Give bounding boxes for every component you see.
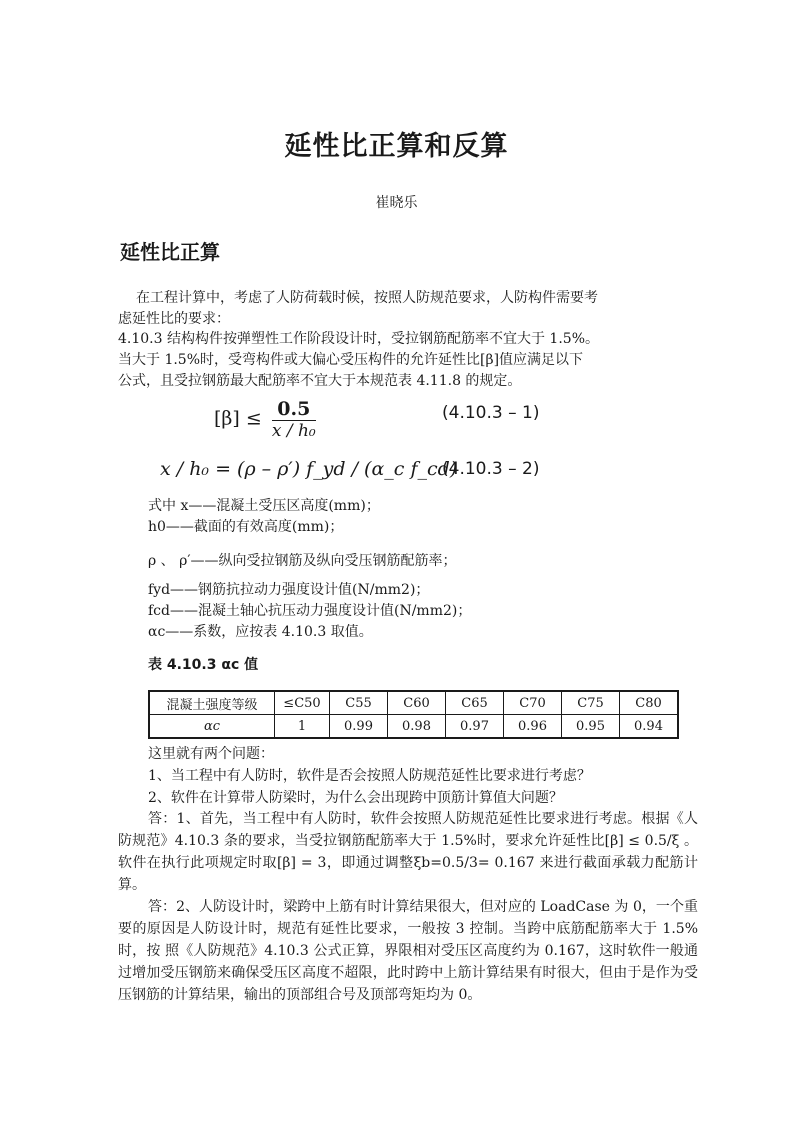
table-header-row: [149, 691, 678, 715]
definition-h0: h0——截面的有效高度(mm)；: [148, 519, 344, 535]
answer-2: 答：2、人防设计时，梁跨中上筋有时计算结果很大，但对应的 LoadCase 为 0，一个重要的原因是人防设计时，规范有延性比要求，一般按 3 控制。当跨中底筋配筋率大于 1.5%时，按 照《人防规范》4.10.3 公式正算，界限相对受压区高度约为 0.167，这时软件一般通过增加受压钢筋来确保受压区高度不超限，此时跨中上筋计算结果有时很大，但由于是作为受压钢筋的计算结果，输出的顶部组合号及顶部弯矩均为 0。: [118, 899, 698, 1003]
table-grade-cell: C60: [388, 691, 446, 715]
question-1: 1、当工程中有人防时，软件是否会按照人防规范延性比要求进行考虑？: [148, 768, 591, 784]
table-grade-cell: ≤C50: [275, 691, 330, 715]
table-value-row: [149, 715, 678, 739]
formula-2-number: (4.10.3 – 2): [442, 459, 540, 479]
definition-rho: ρ 、 ρ′——纵向受拉钢筋及纵向受压钢筋配筋率；: [148, 553, 457, 569]
formula-1-denominator: x / h₀: [271, 421, 316, 441]
page-title: 延性比正算和反算: [284, 131, 509, 162]
formula-1-numerator: 0.5: [272, 398, 316, 421]
formula-1-number: (4.10.3 – 1): [442, 403, 540, 423]
questions-intro: 这里就有两个问题：: [148, 746, 274, 762]
intro-line-5: 公式，且受拉钢筋最大配筋率不宜大于本规范表 4.11.8 的规定。: [118, 373, 522, 389]
table-value-cell: 0.96: [504, 715, 562, 739]
table-grade-cell: C70: [504, 691, 562, 715]
definition-fcd: fcd——混凝土轴心抗压动力强度设计值(N/mm2)；: [148, 603, 472, 619]
table-value-cell: 0.94: [620, 715, 679, 739]
table-grade-cell: C65: [446, 691, 504, 715]
intro-line-4: 当大于 1.5%时，受弯构件或大偏心受压构件的允许延性比[β]值应满足以下: [118, 352, 584, 368]
author-name: 崔晓乐: [375, 195, 418, 211]
table-value-cell: 0.98: [388, 715, 446, 739]
table-value-cell: 1: [275, 715, 330, 739]
question-2: 2、软件在计算带人防梁时，为什么会出现跨中顶筋计算值大问题？: [148, 790, 563, 806]
table-grade-cell: C55: [330, 691, 388, 715]
table-value-cell: 0.99: [330, 715, 388, 739]
intro-line-2: 虑延性比的要求：: [118, 311, 230, 327]
table-grade-cell: C75: [562, 691, 620, 715]
table-value-cell: 0.95: [562, 715, 620, 739]
answer-1: 答：1、首先，当工程中有人防时，软件会按照人防规范延性比要求进行考虑。根据《人防规范》4.10.3 条的要求，当受拉钢筋配筋率大于 1.5%时，要求允许延性比[β] ≤ 0.5/ξ 。软件在执行此项规定时取[β] = 3，即通过调整ξb=0.5/3= 0.167 来进行截面承载力配筋计算。: [118, 811, 698, 893]
definition-x: 式中 x——混凝土受压区高度(mm)；: [148, 498, 380, 514]
formula-1-fraction: [272, 398, 316, 441]
section-heading: 延性比正算: [120, 240, 220, 264]
formula-1-lhs: [β] ≤: [214, 407, 262, 430]
table-header-label: 混凝土强度等级: [149, 691, 275, 715]
intro-line-3: 4.10.3 结构构件按弹塑性工作阶段设计时，受拉钢筋配筋率不宜大于 1.5%。: [118, 331, 599, 347]
alpha-c-table: [148, 690, 679, 739]
definition-alpha-c: αc——系数，应按表 4.10.3 取值。: [148, 624, 373, 640]
table-caption: 表 4.10.3 αc 值: [148, 657, 259, 673]
formula-2: x / h₀ = (ρ – ρ′) f_yd / (α_c f_cd): [160, 458, 458, 480]
table-value-cell: 0.97: [446, 715, 504, 739]
intro-line-1: 在工程计算中，考虑了人防荷载时候，按照人防规范要求，人防构件需要考: [136, 290, 598, 306]
table-grade-cell: C80: [620, 691, 679, 715]
table-row-label: αc: [149, 715, 275, 739]
definition-fyd: fyd——钢筋抗拉动力强度设计值(N/mm2)；: [148, 582, 430, 598]
formula-1: [214, 398, 316, 441]
